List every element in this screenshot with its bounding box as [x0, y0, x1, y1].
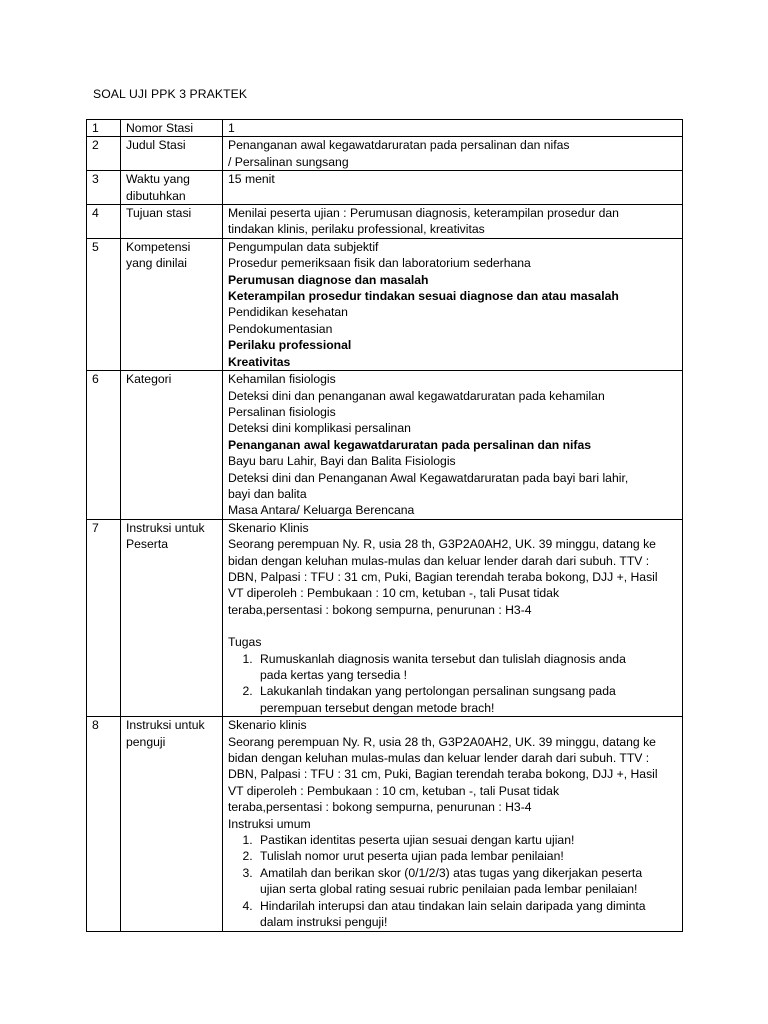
competency-item: Perilaku professional [228, 338, 352, 353]
row-number: 2 [87, 137, 121, 171]
table-row [87, 371, 683, 520]
label-line: Kompetensi [126, 239, 191, 254]
value-line: / Persalinan sungsang [228, 154, 349, 169]
scenario-line: DBN, Palpasi : TFU : 31 cm, Puki, Bagian terendah teraba bokong, DJJ +, Hasil [228, 767, 658, 782]
value-line: tindakan klinis, perilaku professional, kreativitas [228, 222, 485, 237]
scenario-line: teraba,persentasi : bokong sempurna, penurunan : H3-4 [228, 800, 532, 815]
category-item: Deteksi dini komplikasi persalinan [228, 421, 411, 436]
category-list [223, 371, 683, 520]
scenario-line: VT diperoleh : Pembukaan : 10 cm, ketuban -, tali Pusat tidak [228, 783, 560, 798]
blank-line [228, 618, 678, 634]
instruction-item [256, 832, 678, 848]
category-item: Masa Antara/ Keluarga Berencana [228, 503, 415, 518]
document-title: SOAL UJI PPK 3 PRAKTEK [93, 87, 248, 101]
scenario-line: Seorang perempuan Ny. R, usia 28 th, G3P2A0AH2, UK. 39 minggu, datang ke [228, 734, 656, 749]
table-row [87, 519, 683, 716]
row-label [121, 717, 223, 931]
instructions-heading: Instruksi umum [228, 816, 311, 831]
instruction-line: 1. Pastikan identitas peserta ujian sesuai dengan kartu ujian! [260, 833, 575, 848]
row-label [121, 171, 223, 205]
category-item: Bayu baru Lahir, Bayi dan Balita Fisiologis [228, 454, 456, 469]
row-value [223, 137, 683, 171]
label-line: Instruksi untuk [126, 520, 205, 535]
row-label: Kategori [121, 371, 223, 520]
instruction-line: dalam instruksi penguji! [260, 915, 388, 930]
table-row [87, 171, 683, 205]
table-row [87, 205, 683, 239]
instruction-line: 4. Hindarilah interupsi dan atau tindakan lain selain daripada yang diminta [260, 898, 646, 913]
row-number: 5 [87, 238, 121, 370]
scenario-line: Seorang perempuan Ny. R, usia 28 th, G3P2A0AH2, UK. 39 minggu, datang ke [228, 537, 656, 552]
row-number: 6 [87, 371, 121, 520]
instruction-item [256, 898, 678, 931]
row-value [223, 205, 683, 239]
instruction-line: 2. Tulislah nomor urut peserta ujian pada lembar penilaian! [260, 849, 564, 864]
task-item [256, 651, 678, 684]
category-item: Deteksi dini dan Penanganan Awal Kegawatdaruratan pada bayi bari lahir, [228, 470, 629, 485]
scenario-line: bidan dengan keluhan mulas-mulas dan keluar lender darah dari subuh. TTV : [228, 751, 650, 766]
scenario-heading: Skenario Klinis [228, 520, 309, 535]
scenario-heading: Skenario klinis [228, 718, 307, 733]
row-label: Nomor Stasi [121, 120, 223, 137]
instruction-line: ujian serta global rating sesuai rubric penilaian pada lembar penilaian! [260, 882, 638, 897]
competency-item: Pendidikan kesehatan [228, 305, 348, 320]
label-line: Waktu yang [126, 172, 190, 187]
value-line: Menilai peserta ujian : Perumusan diagnosis, keterampilan prosedur dan [228, 206, 619, 221]
row-number: 8 [87, 717, 121, 931]
row-value: 15 menit [223, 171, 683, 205]
category-item: Kehamilan fisiologis [228, 372, 336, 387]
row-number: 7 [87, 519, 121, 716]
competency-item: Perumusan diagnose dan masalah [228, 272, 429, 287]
table-row [87, 120, 683, 137]
label-line: Instruksi untuk [126, 718, 205, 733]
competency-item: Pengumpulan data subjektif [228, 239, 379, 254]
category-item: bayi dan balita [228, 486, 307, 501]
competency-item: Pendokumentasian [228, 321, 333, 336]
category-item: Penanganan awal kegawatdaruratan pada persalinan dan nifas [228, 437, 592, 452]
task-line: 2. Lakukanlah tindakan yang pertolongan persalinan sungsang pada [260, 684, 616, 699]
table-row [87, 137, 683, 171]
instruction-list [228, 832, 678, 930]
scenario-line: DBN, Palpasi : TFU : 31 cm, Puki, Bagian terendah teraba bokong, DJJ +, Hasil [228, 569, 658, 584]
row-label [121, 519, 223, 716]
tasks-heading: Tugas [228, 635, 262, 650]
category-item: Persalinan fisiologis [228, 404, 336, 419]
label-line: Peserta [126, 537, 169, 552]
value-line: Penanganan awal kegawatdaruratan pada persalinan dan nifas [228, 138, 570, 153]
competency-item: Keterampilan prosedur tindakan sesuai diagnose dan atau masalah [228, 289, 619, 304]
task-line: perempuan tersebut dengan metode brach! [260, 700, 495, 715]
exam-table [86, 119, 683, 932]
category-item: Deteksi dini dan penanganan awal kegawatdaruratan pada kehamilan [228, 388, 605, 403]
label-line: dibutuhkan [126, 188, 186, 203]
row-number: 1 [87, 120, 121, 137]
task-line: pada kertas yang tersedia ! [260, 668, 408, 682]
row-label: Tujuan stasi [121, 205, 223, 239]
task-line: 1. Rumuskanlah diagnosis wanita tersebut dan tulislah diagnosis anda [260, 651, 626, 666]
table-row [87, 238, 683, 370]
row-label: Judul Stasi [121, 137, 223, 171]
scenario-line: VT diperoleh : Pembukaan : 10 cm, ketuban -, tali Pusat tidak [228, 586, 560, 601]
label-line: yang dinilai [126, 256, 187, 271]
task-list [228, 651, 678, 717]
label-line: penguji [126, 734, 166, 749]
competency-list [223, 238, 683, 370]
row-value: 1 [223, 120, 683, 137]
scenario-line: teraba,persentasi : bokong sempurna, penurunan : H3-4 [228, 602, 532, 617]
row-label [121, 238, 223, 370]
row-number: 3 [87, 171, 121, 205]
task-item [256, 683, 678, 716]
scenario-line: bidan dengan keluhan mulas-mulas dan keluar lender darah dari subuh. TTV : [228, 553, 650, 568]
examiner-instructions [223, 717, 683, 931]
table-row [87, 717, 683, 931]
participant-instructions [223, 519, 683, 716]
instruction-item [256, 865, 678, 898]
competency-item: Prosedur pemeriksaan fisik dan laboratorium sederhana [228, 256, 531, 271]
row-number: 4 [87, 205, 121, 239]
instruction-line: 3. Amatilah dan berikan skor (0/1/2/3) atas tugas yang dikerjakan peserta [260, 865, 643, 880]
competency-item: Kreativitas [228, 354, 291, 369]
instruction-item [256, 848, 678, 864]
